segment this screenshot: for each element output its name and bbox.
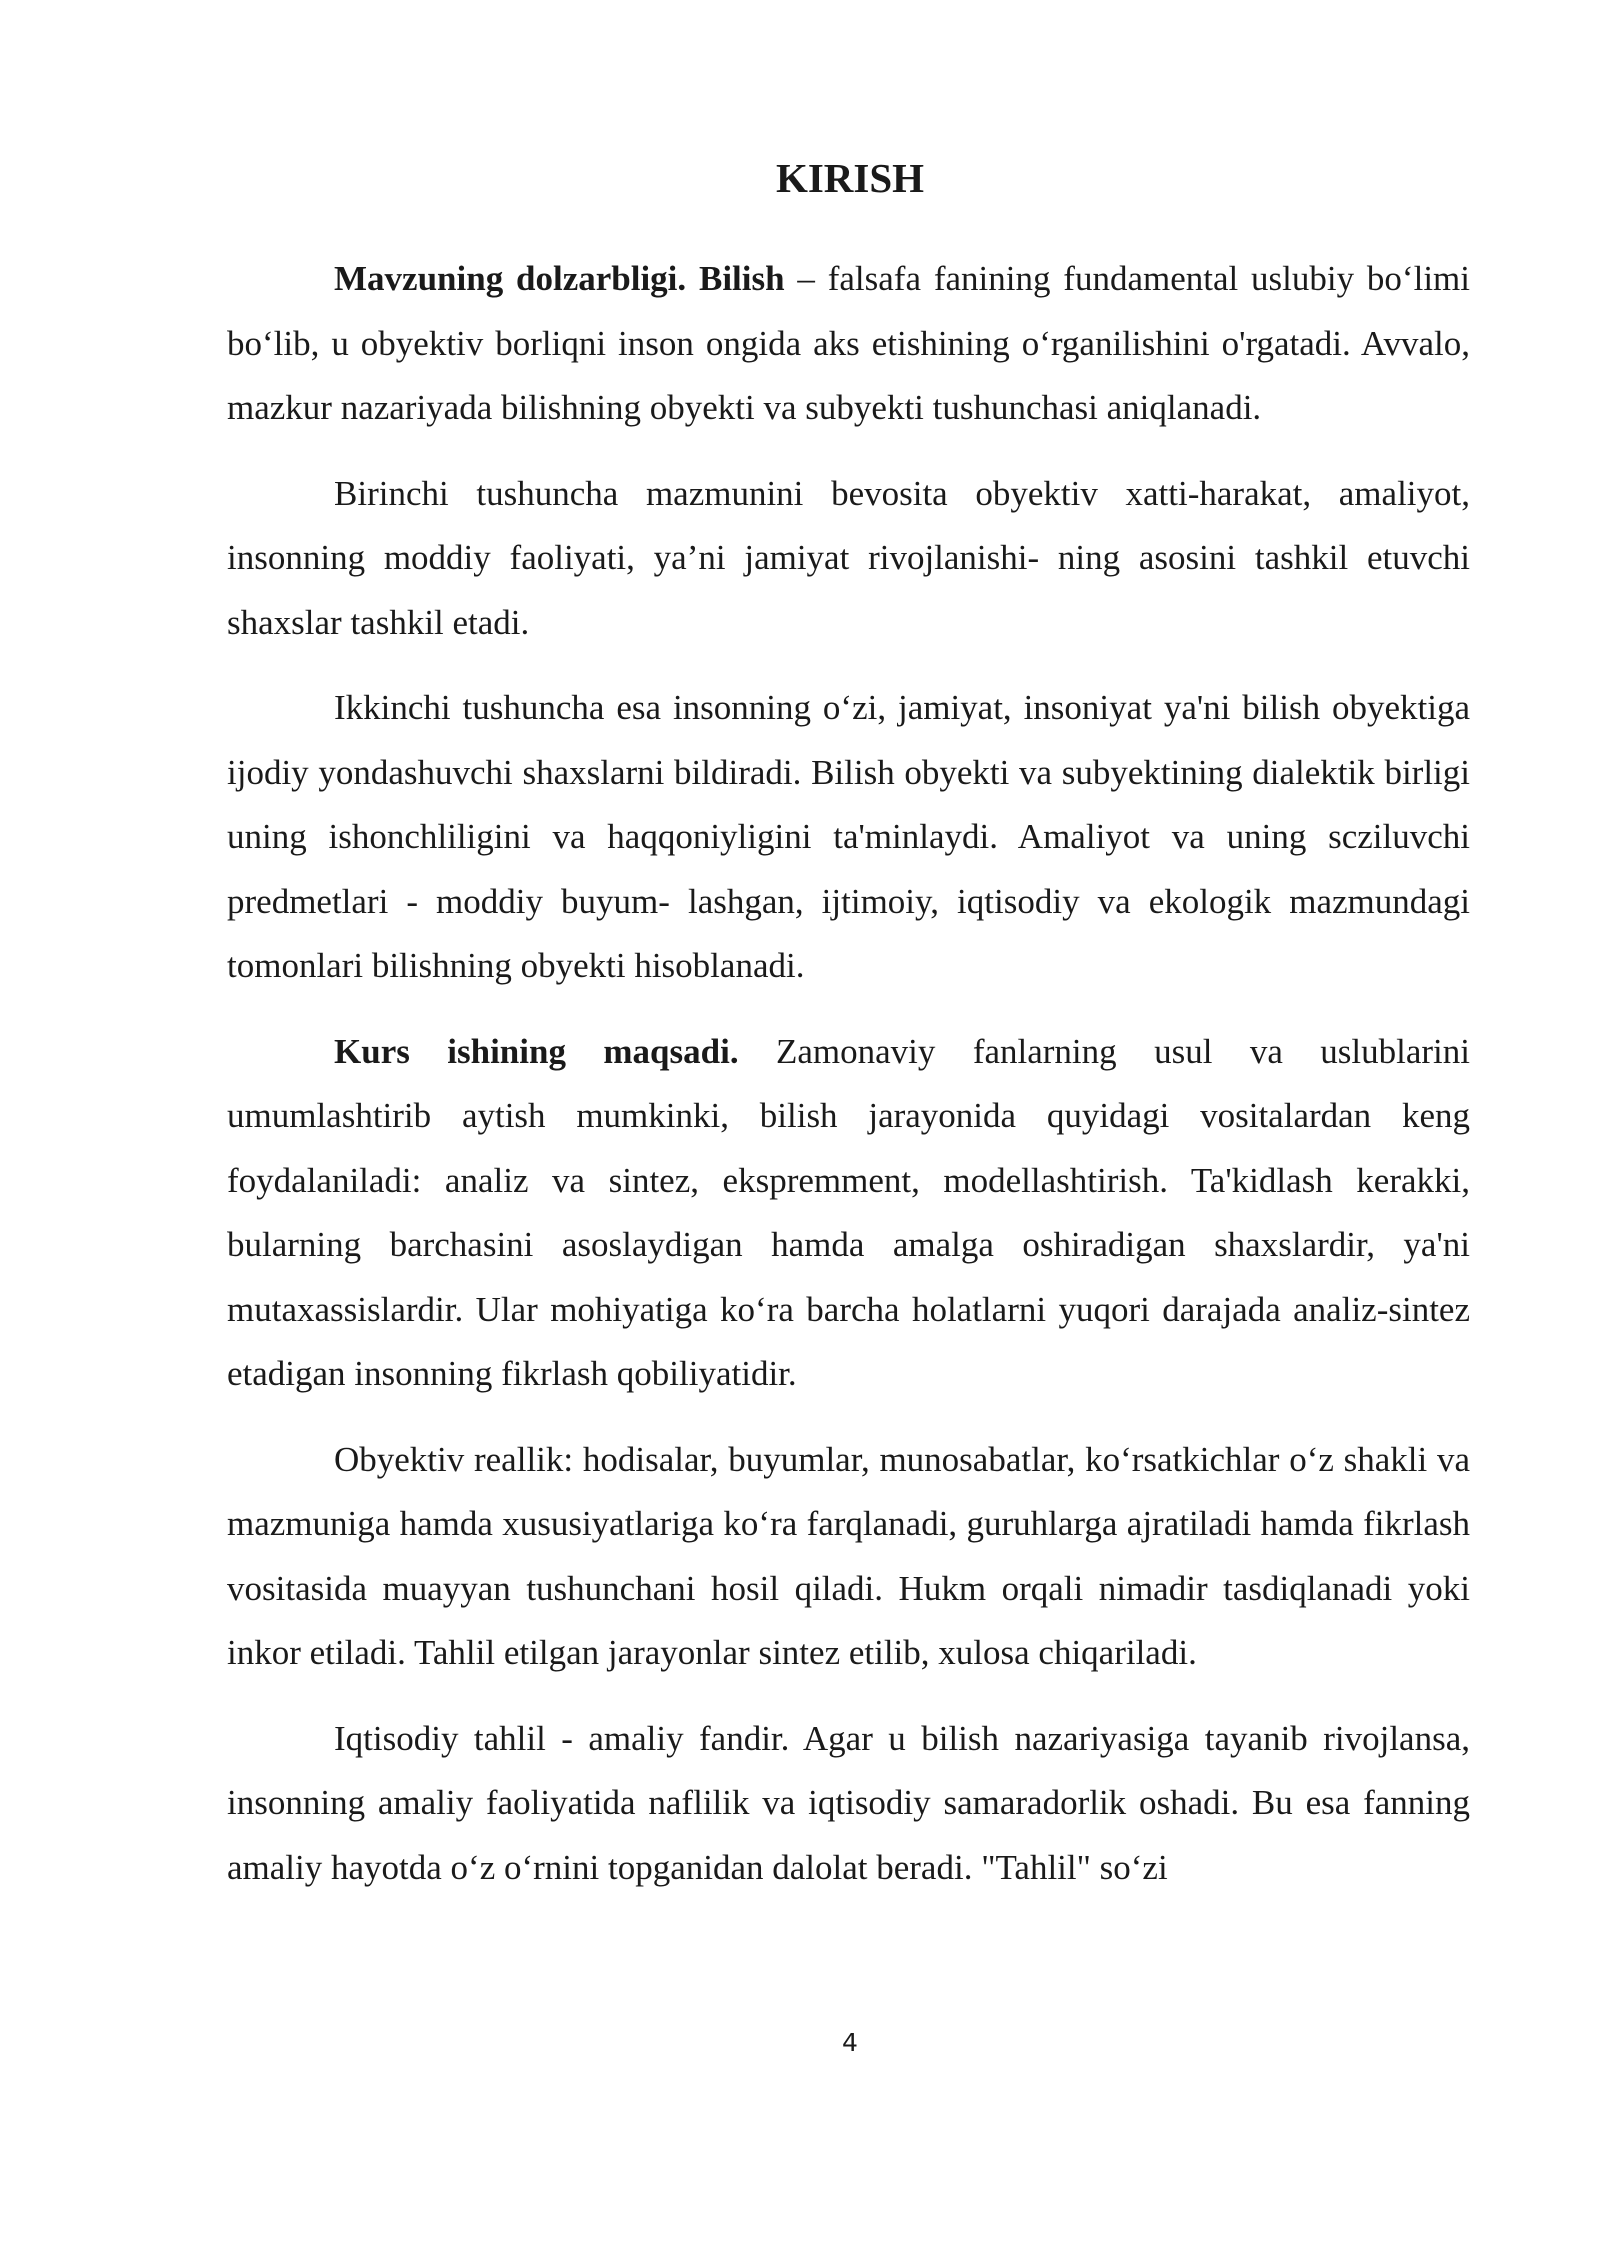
page-title: KIRISH <box>775 155 925 201</box>
paragraph-1 <box>227 247 1470 441</box>
paragraph-5-text: Obyektiv reallik: hodisalar, buyumlar, munosabatlar, ko‘rsatkichlar o‘z shakli va mazmuniga hamda xususiyatlariga ko‘ra farqlanadi, guruhlarga ajratiladi hamda fikrlash vositasida muayyan tushunchani hosil qiladi. Hukm orqali nimadir tasdiqlanadi yoki inkor etiladi. Tahlil etilgan jarayonlar sintez etilib, xulosa chiqariladi. <box>227 1439 1470 1672</box>
paragraph-5 <box>227 1428 1470 1686</box>
paragraph-2 <box>227 462 1470 656</box>
paragraph-1-text: – falsafa fanining fundamental uslubiy bo‘limi bo‘lib, u obyektiv borliqni inson ongida aks etishining o‘rganilishini o'rgatadi. Avvalo, mazkur nazariyada bilishning obyekti va subyekti tushunchasi aniqlanadi. <box>227 259 1470 427</box>
paragraph-6 <box>227 1707 1470 1901</box>
paragraph-3-text: Ikkinchi tushuncha esa insonning o‘zi, jamiyat, insoniyat ya'ni bilish obyektiga ijodiy yondashuvchi shaxslarni bildiradi. Bilish obyekti va subyektining dialektik birligi uning ishonchliligini va haqqoniyligini ta'minlaydi. Amaliyot va uning scziluvchi predmetlari - moddiy buyum- lashgan, ijtimoiy, iqtisodiy va ekologik mazmundagi tomonlari bilishning obyekti hisoblanadi. <box>227 688 1470 985</box>
page-number: 4 <box>842 2028 858 2057</box>
body-text <box>227 247 1470 1921</box>
paragraph-6-text: Iqtisodiy tahlil - amaliy fandir. Agar u bilish nazariyasiga tayanib rivojlansa, insonning amaliy faoliyatida naflilik va iqtisodiy samaradorlik oshadi. Bu esa fanning amaliy hayotda o‘z o‘rnini topganidan dalolat beradi. "Tahlil" so‘zi <box>227 1718 1470 1887</box>
paragraph-4-text: Zamonaviy fanlarning usul va uslublarini umumlashtirib aytish mumkinki, bilish jarayonida quyidagi vositalardan keng foydalaniladi: analiz va sintez, ekspremment, modellashtirish. Ta'kidlash kerakki, bularning barchasini asoslaydigan hamda amalga oshiradigan shaxslardir, ya'ni mutaxassislardir. Ular mohiyatiga ko‘ra barcha holatlarni yuqori darajada analiz-sintez etadigan insonning fikrlash qobiliyatidir. <box>227 1031 1471 1393</box>
paragraph-1-lead: Mavzuning dolzarbligi. Bilish <box>334 259 785 298</box>
paragraph-2-text: Birinchi tushuncha mazmunini bevosita obyektiv xatti-harakat, amaliyot, insonning moddiy faoliyati, ya’ni jamiyat rivojlanishi- ning asosini tashkil etuvchi shaxslar tashkil etadi. <box>227 473 1470 642</box>
paragraph-4-lead: Kurs ishining maqsadi. <box>334 1031 739 1071</box>
paragraph-4 <box>227 1020 1470 1407</box>
paragraph-3 <box>227 676 1470 999</box>
